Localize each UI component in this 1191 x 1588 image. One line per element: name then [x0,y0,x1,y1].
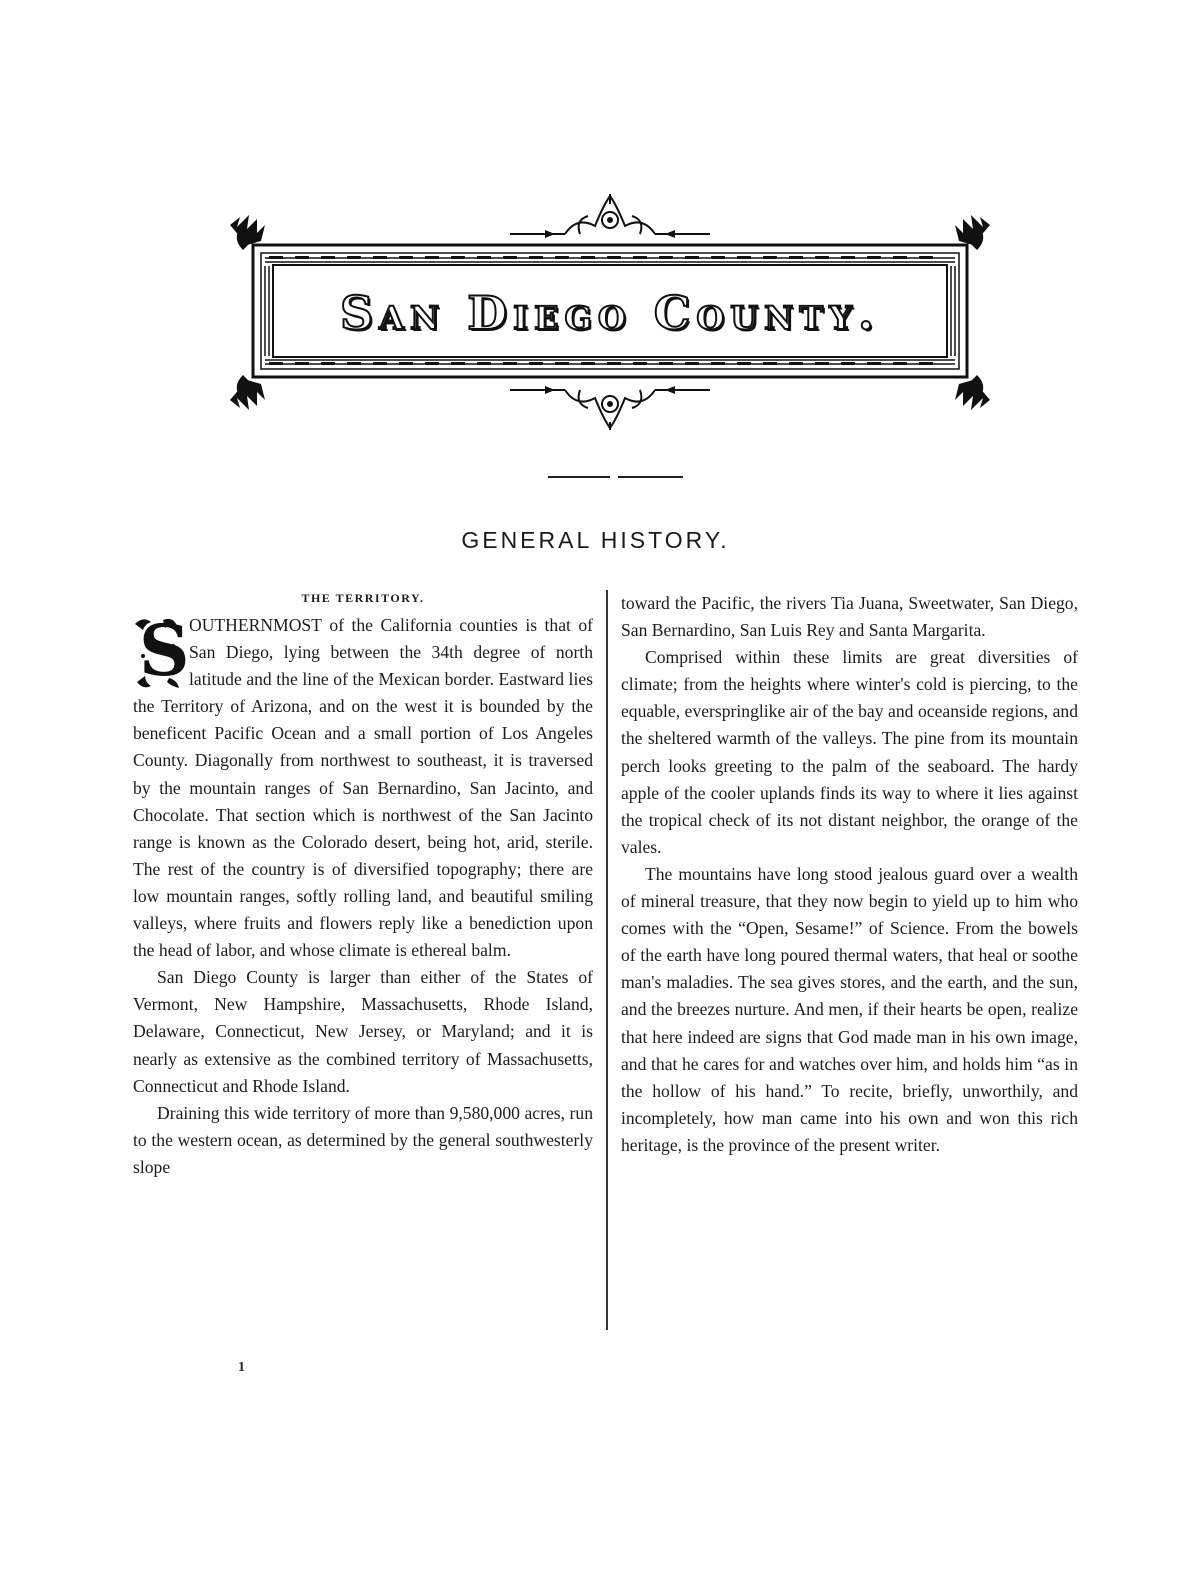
right-column [621,590,1078,1159]
lead-word: OUTHERNMOST [189,615,322,635]
page-number: 1 [238,1360,245,1375]
column-divider [606,590,608,1330]
paragraph-3: Draining this wide territory of more than 9,580,000 acres, run to the western ocean, as determined by the general southwesterly slope [133,1102,593,1177]
paragraph-1-text: of the California counties is that of San Diego, lying between the 34th degree of north latitude and the line of the Mexican border. Eastward lies the Territory of Arizona, and on the west it is bounded by the beneficent Pacific Ocean and a small portion of Los Angeles County. Diagonally from northwest to southeast, it is traversed by the mountain ranges of San Bernardino, San Jacinto, and Chocolate. That section which is northwest of the San Jacinto range is known as the Colorado desert, being hot, arid, sterile. The rest of the country is of diversified topography; there are low mountain ranges, softly rolling land, and beautiful smiling valleys, where fruits and flowers reply like a benediction upon the head of labor, and whose climate is ethereal balm. [133,615,593,961]
subsection-heading: THE TERRITORY. [301,591,425,605]
decorative-rule [548,476,683,478]
left-column [133,590,593,1181]
paragraph-5: Comprised within these limits are great diversities of climate; from the heights where winter's cold is piercing, to the equable, everspringlike air of the bay and oceanside regions, and the sheltered warmth of the valleys. The pine from its mountain perch looks greeting to the palm of the seaboard. The hardy apple of the cooler uplands finds its way to where it lies against the tropical check of its not distant neighbor, the orange of the vales. [621,647,1078,857]
section-heading: GENERAL HISTORY. [461,527,730,553]
paragraph-4: toward the Pacific, the rivers Tia Juana, Sweetwater, San Diego, San Bernardino, San Luis Rey and Santa Margarita. [621,593,1078,641]
dropcap [133,609,190,692]
dropcap-letter: S [139,609,190,692]
paragraph-intro [133,609,593,964]
title-banner [225,190,995,435]
paragraph-6: The mountains have long stood jealous guard over a wealth of mineral treasure, that they now begin to yield up to him who comes with the “Open, Sesame!” of Science. From the bowels of the earth have long poured thermal waters, that heal or soothe man's maladies. The sea gives stores, and the earth, and the sun, and the breezes nurture. And men, if their hearts be open, realize that here indeed are signs that God made man in his own image, and that he cares for and watches over him, and holds him “as in the hollow of his hand.” To recite, briefly, unworthily, and incompletely, how man came into his own and won this rich heritage, is the province of the present writer. [621,863,1078,1155]
paragraph-2: San Diego County is larger than either of the States of Vermont, New Hampshire, Massachusetts, Rhode Island, Delaware, Connecticut, New Jersey, or Maryland; and it is nearly as extensive as the combined territory of Massachusetts, Connecticut and Rhode Island. [133,967,593,1096]
county-title: San Diego County. [339,286,881,340]
